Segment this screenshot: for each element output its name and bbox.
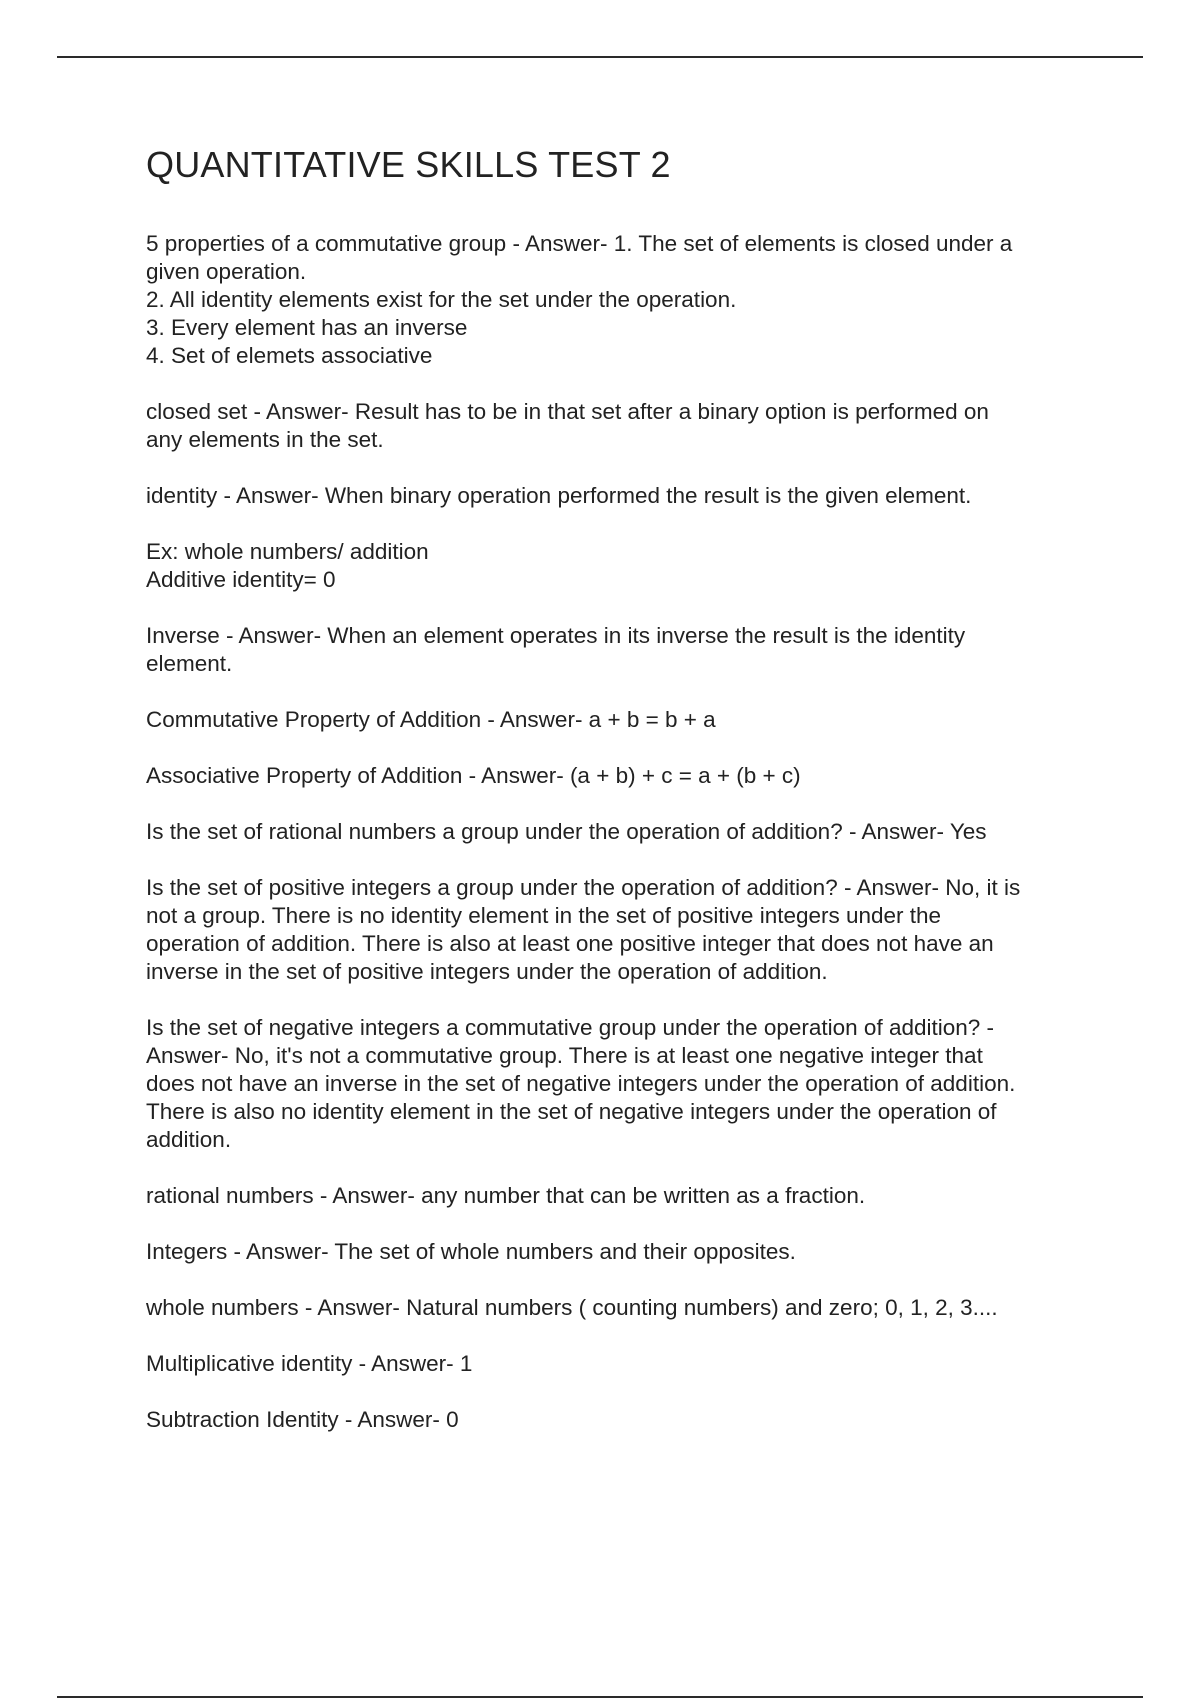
entry-line: whole numbers - Answer- Natural numbers ( counting numbers) and zero; 0, 1, 2, 3.... (146, 1295, 998, 1320)
entry-line: closed set - Answer- Result has to be in that set after a binary option is performed on (146, 399, 989, 424)
entry-line: Inverse - Answer- When an element operates in its inverse the result is the identity (146, 623, 966, 648)
entry-line: rational numbers - Answer- any number that can be written as a fraction. (146, 1183, 866, 1208)
entry-line: Integers - Answer- The set of whole numbers and their opposites. (146, 1239, 796, 1264)
entry-line: identity - Answer- When binary operation performed the result is the given element. (146, 483, 972, 508)
qa-entry (146, 1350, 1106, 1378)
entry-line: Additive identity= 0 (146, 567, 336, 592)
entry-line: Ex: whole numbers/ addition (146, 539, 429, 564)
qa-entry (146, 874, 1106, 986)
entry-line: inverse in the set of positive integers under the operation of addition. (146, 959, 828, 984)
entry-line: Commutative Property of Addition - Answer- a + b = b + a (146, 707, 716, 732)
entry-line: does not have an inverse in the set of negative integers under the operation of addition. (146, 1071, 1016, 1096)
qa-entry (146, 1014, 1106, 1154)
entry-line: Is the set of rational numbers a group under the operation of addition? - Answer- Yes (146, 819, 987, 844)
qa-entry (146, 706, 1106, 734)
qa-entry (146, 1406, 1106, 1434)
entry-line: Is the set of positive integers a group under the operation of addition? - Answer- No, it is (146, 875, 1021, 900)
entry-line: given operation. (146, 259, 307, 284)
entry-line: There is also no identity element in the set of negative integers under the operation of (146, 1099, 997, 1124)
qa-entry (146, 482, 1106, 510)
qa-entry (146, 230, 1106, 370)
entry-line: Answer- No, it's not a commutative group. There is at least one negative integer that (146, 1043, 983, 1068)
entry-line: any elements in the set. (146, 427, 384, 452)
document-body (146, 140, 1106, 1462)
qa-entry (146, 1182, 1106, 1210)
qa-entry (146, 398, 1106, 454)
qa-entry (146, 622, 1106, 678)
entry-line: 4. Set of elemets associative (146, 343, 433, 368)
qa-entry (146, 818, 1106, 846)
footer-rule (57, 1696, 1143, 1698)
entry-line: operation of addition. There is also at least one positive integer that does not have an (146, 931, 994, 956)
qa-entry (146, 1294, 1106, 1322)
header-rule (57, 56, 1143, 58)
qa-entry (146, 538, 1106, 594)
qa-entry (146, 1238, 1106, 1266)
entry-line: Subtraction Identity - Answer- 0 (146, 1407, 459, 1432)
entry-line: 5 properties of a commutative group - Answer- 1. The set of elements is closed under a (146, 231, 1013, 256)
document-title: QUANTITATIVE SKILLS TEST 2 (146, 144, 671, 185)
entry-line: not a group. There is no identity element in the set of positive integers under the (146, 903, 942, 928)
entry-line: Multiplicative identity - Answer- 1 (146, 1351, 473, 1376)
entry-line: Is the set of negative integers a commutative group under the operation of addition? - (146, 1015, 995, 1040)
entry-line: 3. Every element has an inverse (146, 315, 468, 340)
qa-list (146, 230, 1106, 1434)
qa-entry (146, 762, 1106, 790)
entry-line: element. (146, 651, 233, 676)
entry-line: 2. All identity elements exist for the set under the operation. (146, 287, 737, 312)
entry-line: Associative Property of Addition - Answer- (a + b) + c = a + (b + c) (146, 763, 801, 788)
entry-line: addition. (146, 1127, 232, 1152)
